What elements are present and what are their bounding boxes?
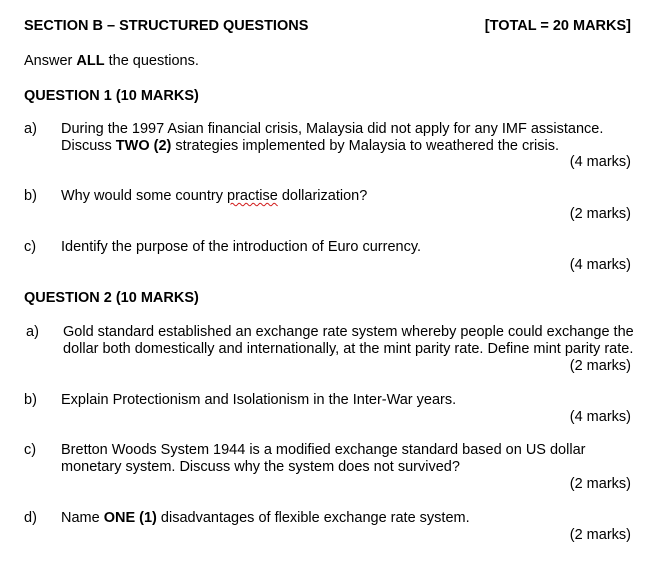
instruction-suffix: the questions. bbox=[104, 53, 199, 69]
q2d-text-suffix: disadvantages of flexible exchange rate system. bbox=[156, 510, 470, 526]
q2d-text-prefix: Name bbox=[61, 510, 104, 526]
question2-heading: QUESTION 2 (10 MARKS) bbox=[24, 290, 199, 306]
q2a-marks: (2 marks) bbox=[569, 358, 631, 374]
q1a-line2-prefix: Discuss bbox=[61, 138, 116, 154]
question1-heading: QUESTION 1 (10 MARKS) bbox=[24, 88, 199, 104]
q2a-text bbox=[63, 324, 634, 358]
instruction-prefix: Answer bbox=[24, 53, 77, 69]
q1a-marks: (4 marks) bbox=[569, 154, 631, 170]
q2d-text bbox=[61, 510, 470, 527]
q1a-line2 bbox=[61, 138, 603, 155]
q2c-text bbox=[61, 442, 585, 476]
q1c-label: c) bbox=[24, 239, 37, 255]
instruction bbox=[24, 53, 199, 69]
q1b-label: b) bbox=[24, 188, 37, 204]
q2a-line1: Gold standard established an exchange rate system whereby people could exchange the bbox=[63, 324, 634, 340]
q1c-marks: (4 marks) bbox=[569, 257, 631, 273]
section-title: SECTION B – STRUCTURED QUESTIONS bbox=[24, 18, 309, 34]
q1a-text bbox=[61, 121, 603, 155]
q2d-marks: (2 marks) bbox=[569, 527, 631, 543]
instruction-emphasis: ALL bbox=[76, 53, 105, 69]
total-marks: [TOTAL = 20 MARKS] bbox=[484, 18, 631, 34]
q2c-line2: monetary system. Discuss why the system does not survived? bbox=[61, 459, 460, 475]
q2a-label: a) bbox=[26, 324, 39, 340]
q2c-line1: Bretton Woods System 1944 is a modified exchange standard based on US dollar bbox=[61, 442, 586, 458]
q2a-line2: dollar both domestically and internationally, at the mint parity rate. Define mint parity rate. bbox=[63, 341, 634, 357]
q2d-text-emphasis: ONE (1) bbox=[103, 510, 157, 526]
q2c-marks: (2 marks) bbox=[569, 476, 631, 492]
q1c-text: Identify the purpose of the introduction of Euro currency. bbox=[61, 239, 422, 255]
q1a-line2-suffix: strategies implemented by Malaysia to weathered the crisis. bbox=[171, 138, 560, 154]
q1a-line1: During the 1997 Asian financial crisis, Malaysia did not apply for any IMF assistance. bbox=[61, 121, 604, 137]
q1b-marks: (2 marks) bbox=[569, 206, 631, 222]
q1b-spelling-mark: practise bbox=[227, 188, 278, 204]
q1a-line2-emphasis: TWO (2) bbox=[115, 138, 172, 154]
q2d-label: d) bbox=[24, 510, 37, 526]
q1b-text bbox=[61, 188, 367, 205]
q2b-text: Explain Protectionism and Isolationism in the Inter-War years. bbox=[61, 392, 457, 408]
q2b-marks: (4 marks) bbox=[569, 409, 631, 425]
q2b-label: b) bbox=[24, 392, 37, 408]
q2c-label: c) bbox=[24, 442, 37, 458]
q1b-text-suffix: dollarization? bbox=[277, 188, 368, 204]
q1b-text-prefix: Why would some country bbox=[61, 188, 228, 204]
q1a-label: a) bbox=[24, 121, 37, 137]
